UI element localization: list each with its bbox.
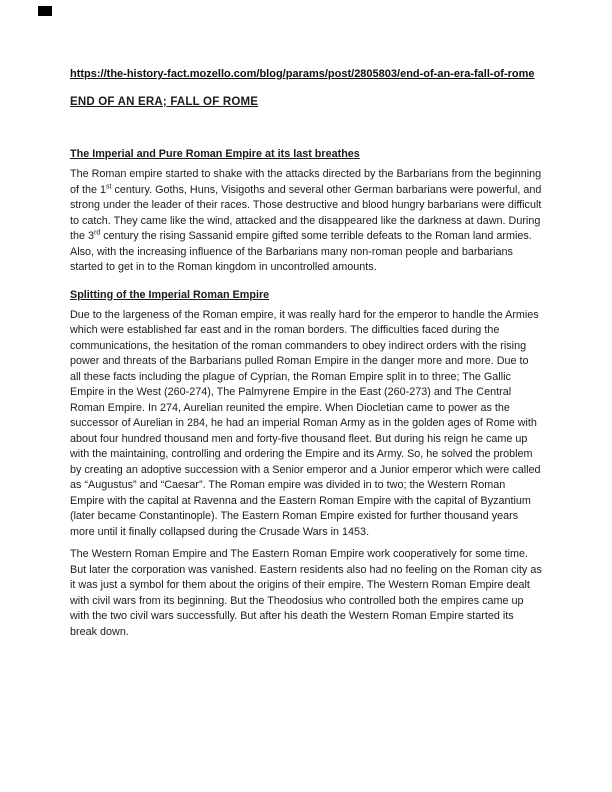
section2-heading: Splitting of the Imperial Roman Empire — [70, 288, 270, 301]
superscript-st: st — [106, 182, 112, 190]
corner-artifact — [38, 6, 52, 16]
superscript-rd: rd — [94, 229, 101, 237]
article-title: END OF AN ERA; FALL OF ROME — [70, 96, 259, 108]
text-run: The Roman empire started to shake with the attacks directed by the Barbarians from the beginning of the 1 — [70, 168, 542, 196]
section2-paragraph-2: The Western Roman Empire and The Eastern Roman Empire work cooperatively for some time. But later the corporation was vanished. Eastern residents also had no feeling on the Roman city as it was just a symbol for them about the origins of their empire. The Western Roman Empire dealt with civil wars from its beginning. But the Theodosius who controlled both the empires came up with the two civil wars successfully. But after his death the Western Roman Empire started its break down. — [70, 548, 542, 638]
section1-paragraph — [70, 167, 542, 276]
text-run: century the rising Sassanid empire gifted some terrible defeats to the Roman land armies. Also, with the increasing influence of the Barbarians many non-roman people and barbarians started to get in to the Roman kingdom in uncontrolled amounts. — [70, 230, 532, 273]
article-url-link[interactable]: https://the-history-fact.mozello.com/blog/params/post/2805803/end-of-an-era-fall-of-rome — [70, 68, 535, 80]
section2-paragraph-1: Due to the largeness of the Roman empire, it was really hard for the emperor to handle the Armies which were established far east and in the roman borders. The difficulties faced during the communications, the hesitation of the roman commanders to obey indirect orders with the rising power and threats of the Barbarians pulled Roman Empire in the danger more and more. Due to all these facts including the plague of Cyprian, the Roman Empire split in to three; The Gallic Empire in the West (260-274), The Palmyrene Empire in the East (260-273) and The Central Roman Empire. In 274, Aurelian reunited the empire. When Diocletian came to power as the successor of Aurelian in 284, he had an imperial Roman Army as in the golden ages of Rome with about four hundred thousand men and forty-five thousand fleet. But during his reign he came up with the maintaining, controlling and ordering the Empire and its Army. So, he solved the problem by creating an adoptive succession with a Senior emperor and a Junior emperor which were called as “Augustus” and “Caesar”. The Roman empire was divided in to two; the Western Roman Empire with the capital at Ravenna and the Eastern Roman Empire with the capital of Byzantium (later became Constantinople). The Eastern Roman Empire existed for further thousand years more until it finally collapsed during the Crusade Wars in 1453. — [70, 308, 541, 538]
section1-heading: The Imperial and Pure Roman Empire at its last breathes — [70, 148, 360, 160]
text-run: century. Goths, Huns, Visigoths and several other German barbarians were powerful, and strong under the leader of their races. Those destructive and blood hungry barbarians were difficult to catch. They came like the wind, attacked and the disappeared like the darkness at dawn. During the 3 — [70, 183, 542, 242]
